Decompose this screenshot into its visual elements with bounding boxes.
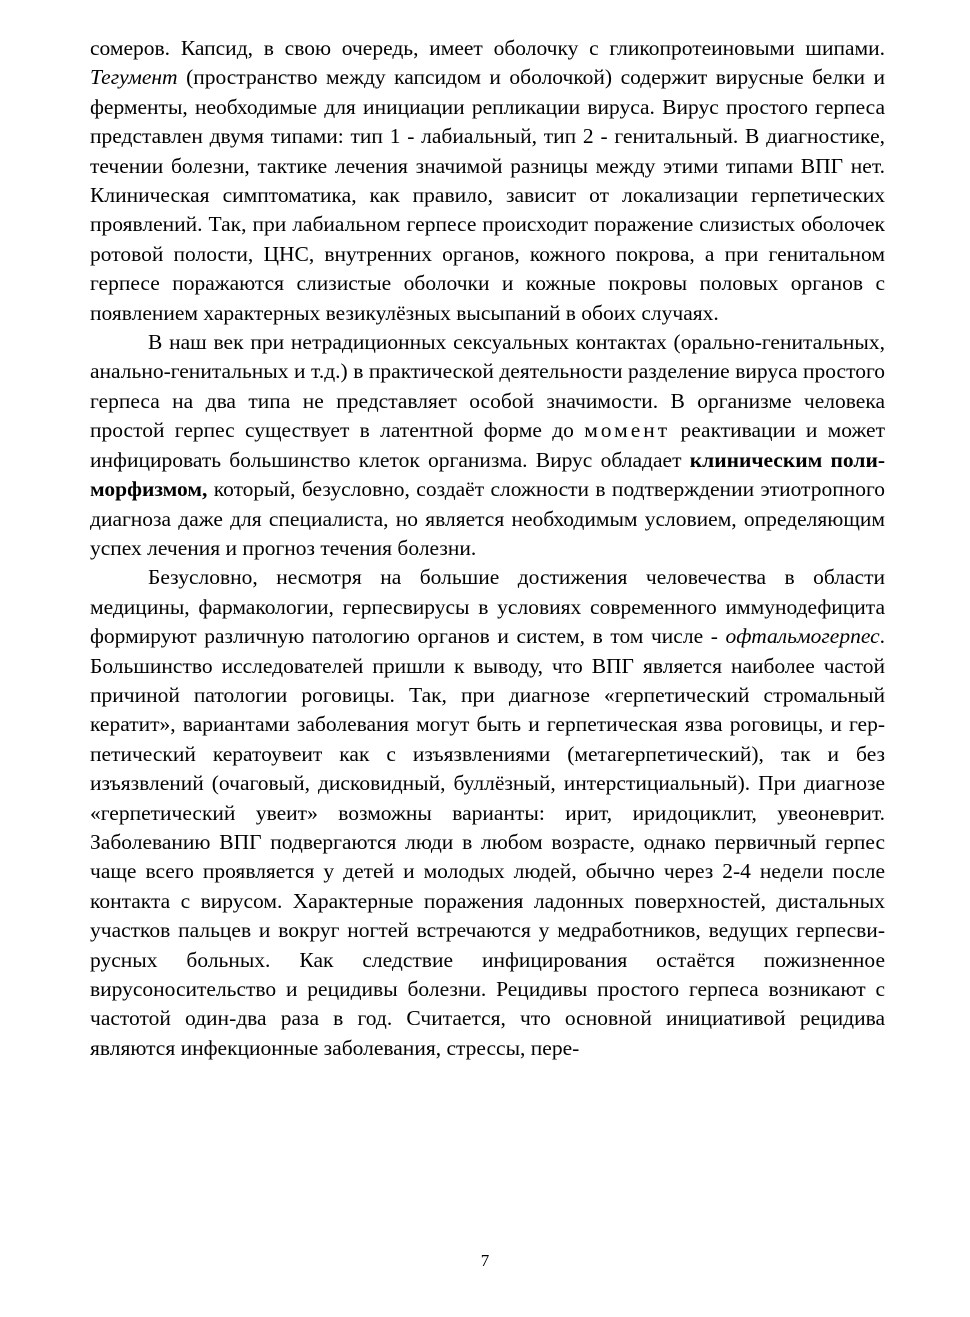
paragraph-2 <box>90 328 885 563</box>
paragraph-3 <box>90 563 885 1063</box>
p3-text-2: . Большинство исследователей пришли к выводу, что ВПГ является наиболее частой причиной патологии роговицы. Так, при диагнозе «герпетический стромальный кератит», вариантами заболевания могут быть и герпетическая язва роговицы, и герпетический кератоувеит как с изъязвлениями (метагерпетический), так и без изъязвлений (очаговый, дисковидный, буллёзный, интерстициальный). При диагнозе «герпетический увеит» возможны варианты: ирит, иридоциклит, увеоневрит. Заболеванию ВПГ подвергаются люди в любом возрасте, однако первичный герпес чаще всего проявляется у детей и молодых людей, обычно через 2-4 недели после контакта с вирусом. Характерные поражения ладонных поверхностей, дистальных участков пальцев и вокруг ногтей встречаются у медработников, ведущих герпесвирусных больных. Как следствие инфицирования остаётся пожизненное вирусоносительство и рецидивы болезни. Рецидивы простого герпеса возникают с частотой один-два раза в год. Считается, что основной инициативой рецидива являются инфекционные заболевания, стрессы, пере- <box>90 624 885 1060</box>
page-body <box>90 34 885 1063</box>
p1-text-1: сомеров. Капсид, в свою очередь, имеет оболочку с гликопротеиновыми шипами. <box>90 36 885 60</box>
p2-text-2: реактивации и может инфицировать большинство клеток организма. Вирус обладает <box>90 418 885 472</box>
p2-text-3: который, безусловно, создаёт сложности в подтверждении этиотропного диагноза даже для специалиста, но является необходимым условием, определяющим успех лечения и прогноз течения болезни. <box>90 477 885 560</box>
page-number: 7 <box>480 1251 490 1270</box>
p2-text-1: В наш век при нетрадиционных сексуальных контактах (орально-генитальных, анально-генитальных и т.д.) в практической деятельности разделение вируса простого герпеса на два типа не представляет особой значимости. В организме человека простой герпес существует в латентной форме до <box>90 330 885 443</box>
p1-term-tegument: Тегумент <box>90 65 178 90</box>
p1-text-2: (пространство между капсидом и оболочкой) содержит вирусные белки и ферменты, необходимые для инициации репликации вируса. Вирус простого герпеса представлен двумя типами: тип 1 - лабиальный, тип 2 - генитальный. В диагностике, течении болезни, тактике лечения значимой разницы между этими типами ВПГ нет. Клиническая симптоматика, как правило, зависит от локализации герпетических проявлений. Так, при лабиальном герпесе происходит поражение слизистых оболочек ротовой полости, ЦНС, внутренних органов, кожного покрова, а при генитальном герпесе поражаются слизистые оболочки и кожные покровы половых органов с появлением характерных везикулёзных высыпаний в обоих случаях. <box>90 65 885 325</box>
paragraph-1 <box>90 34 885 328</box>
p3-term-oftalmogerpes: офтальмогерпес <box>725 624 880 649</box>
p2-spaced-word: момент <box>584 418 671 443</box>
p2-bold-term: клиническим полиморфизмом, <box>90 447 886 502</box>
p3-text-1: Безусловно, несмотря на большие достижения человечества в области медицины, фармакологии, герпесвирусы в условиях современного иммунодефицита формируют различную патологию органов и систем, в том числе - <box>90 565 885 649</box>
